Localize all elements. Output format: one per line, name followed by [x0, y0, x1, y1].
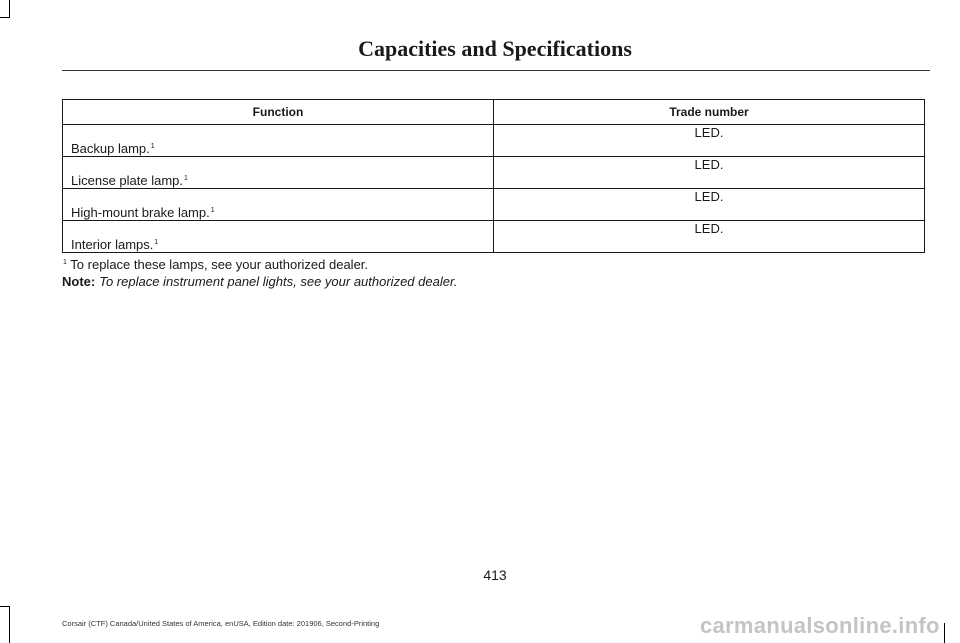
function-text: High-mount brake lamp.: [71, 205, 210, 220]
note-text: To replace instrument panel lights, see your authorized dealer.: [99, 274, 458, 289]
function-cell: [63, 221, 494, 253]
table-row: [63, 125, 925, 157]
trade-number-cell: LED.: [494, 157, 925, 189]
footnote-ref: 1: [150, 142, 155, 150]
bulb-specification-table: [62, 99, 925, 253]
crop-mark: [9, 0, 10, 18]
function-cell: [63, 189, 494, 221]
watermark-logo: carmanualsonline.info: [700, 613, 940, 638]
page-number: 413: [483, 567, 507, 583]
footnote-text: To replace these lamps, see your authorized dealer.: [70, 257, 369, 272]
table-row: [63, 221, 925, 253]
footnote-ref: 1: [210, 206, 215, 214]
function-text: Interior lamps.: [71, 237, 154, 252]
footnote-ref: 1: [184, 174, 188, 182]
function-text: Backup lamp.: [71, 141, 150, 156]
crop-mark: [944, 623, 945, 643]
column-header-trade-number: Trade number: [494, 100, 925, 125]
function-text: License plate lamp.: [71, 173, 184, 188]
footer-edition-text: Corsair (CTF) Canada/United States of America, enUSA, Edition date: 201906, Second-Printing: [62, 619, 380, 628]
table-row: [63, 189, 925, 221]
trade-number-cell: LED.: [494, 125, 925, 157]
page-title: Capacities and Specifications: [358, 36, 632, 61]
footnote-marker: 1: [63, 258, 67, 266]
function-cell: [63, 125, 494, 157]
crop-mark: [0, 606, 10, 607]
table-header-row: [63, 100, 925, 125]
title-divider: [62, 70, 930, 71]
trade-number-cell: LED.: [494, 221, 925, 253]
table-footnote: [62, 257, 368, 272]
footnote-ref: 1: [154, 238, 159, 246]
column-header-function: Function: [63, 100, 494, 125]
function-cell: [63, 157, 494, 189]
table-row: [63, 157, 925, 189]
crop-mark: [9, 606, 10, 643]
note-label: Note:: [62, 274, 96, 289]
note: [62, 274, 457, 289]
trade-number-cell: LED.: [494, 189, 925, 221]
crop-mark: [0, 17, 10, 18]
